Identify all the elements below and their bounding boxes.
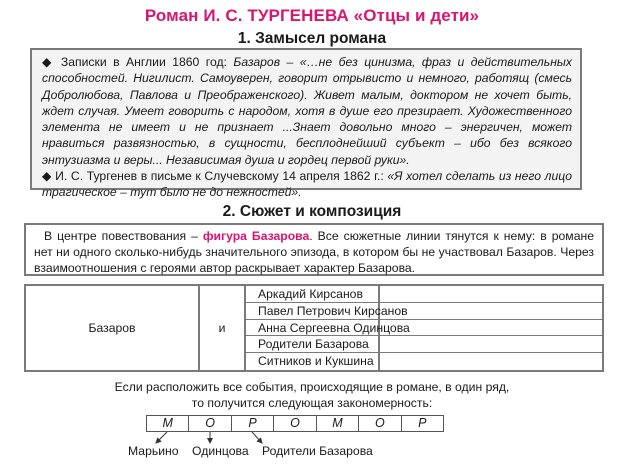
pattern-caption-2: то получится следующая закономерность:: [191, 396, 433, 410]
character-row: Родители Базарова: [246, 336, 378, 353]
pattern-caption-1: Если расположить все события, происходящие в романе, в один ряд,: [114, 380, 510, 394]
sequence-letter: М: [317, 416, 359, 431]
sequence-letter: М: [147, 416, 189, 431]
bazarov-figure-highlight: фигура Базарова: [202, 229, 310, 243]
place-parents: Родители Базарова: [262, 444, 373, 458]
sequence-letter: О: [274, 416, 316, 431]
character-row: Павел Петрович Кирсанов: [246, 303, 378, 320]
arrow-marino: [156, 432, 167, 443]
arrow-parents: [252, 432, 262, 443]
quote-2-lead: ◆ И. С. Тургенев в письме к Случевскому 14 апреля 1862 г.:: [42, 169, 388, 184]
character-row: Ситников и Кукшина: [258, 354, 374, 369]
place-marino: Марьино: [128, 444, 179, 458]
place-odintsova: Одинцова: [192, 444, 249, 458]
character-row: Аркадий Кирсанов: [246, 286, 378, 303]
sequence-letter: Р: [418, 416, 427, 430]
page-title: Роман И. С. ТУРГЕНЕВА «Отцы и дети»: [144, 6, 480, 25]
quote-2-text: «Я хотел сделать из него лицо трагическое – тут было не до нежностей».: [42, 169, 572, 200]
plot-intro-rest: . Все сюжетные линии тянутся к нему: в романе нет ни одного сколько-нибудь значительного эпизода, в котором бы не участвовал Базаров. Через взаимоотношения с героями автор раскрывает характер Базарова.: [34, 229, 594, 276]
quote-1-text: Базаров – «…не без цинизма, фраз и действительных способностей. Нигилист. Самоуверен, говорит отрывисто и немного, работящ (смесь Добролюбова, Павлова и Преображенского). Живет малым, доктором не хочет быть, ждет случая. Умеет говорить с народом, хотя в душе его презирает. Художественного элемента не имеет и не признает ...Знает довольно много – энергичен, может нравиться развязностью, в сущности, бесплоднейший субъект – ибо без всякого энтузиазма и веры... Независимая душа и гордец первой руки».: [42, 55, 572, 167]
sequence-letter: О: [189, 416, 231, 431]
connector-cell: и: [218, 321, 226, 335]
section-2-heading: 2. Сюжет и композиция: [222, 203, 402, 220]
sequence-letter: О: [359, 416, 401, 431]
sequence-letter: Р: [232, 416, 274, 431]
section-1-heading: 1. Замысел романа: [237, 30, 387, 47]
character-row: Анна Сергеевна Одинцова: [246, 320, 378, 337]
quote-1-lead: ◆ Записки в Англии 1860 год:: [42, 55, 234, 69]
plot-intro-start: В центре повествования –: [44, 229, 203, 243]
hero-cell: Базаров: [26, 286, 200, 370]
